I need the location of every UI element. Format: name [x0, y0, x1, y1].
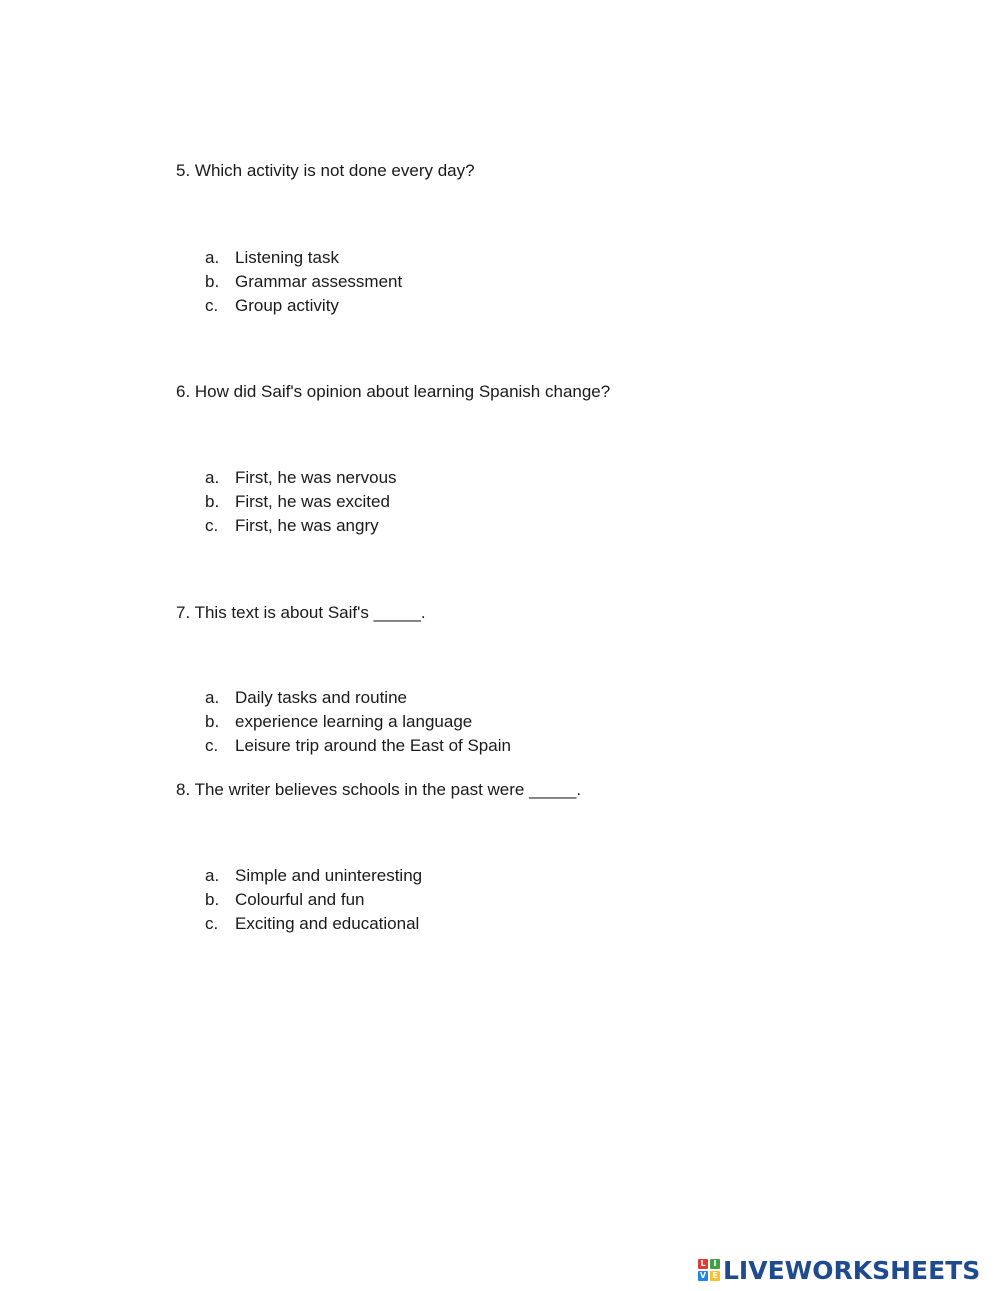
option-text: Grammar assessment [235, 272, 403, 291]
option-item[interactable] [205, 516, 397, 540]
option-text: Simple and uninteresting [235, 866, 423, 885]
logo-block-e: E [710, 1271, 720, 1281]
logo-block-v: V [699, 1271, 707, 1280]
option-item[interactable] [205, 296, 402, 320]
option-text: First, he was angry [235, 516, 379, 535]
logo-block-l: L [698, 1259, 708, 1269]
liveworksheets-logo [698, 1256, 980, 1284]
option-text: Listening task [235, 248, 339, 267]
question-6-text: 6. How did Saif's opinion about learning Spanish change? [176, 382, 611, 401]
option-letter: a. [205, 468, 220, 487]
question-7-options [205, 688, 511, 760]
option-letter: c. [205, 296, 219, 315]
option-letter: b. [205, 712, 220, 731]
question-6-options [205, 468, 397, 540]
option-letter: c. [205, 914, 219, 933]
option-item[interactable] [205, 736, 511, 760]
option-item[interactable] [205, 272, 402, 296]
question-5-options [205, 248, 402, 320]
option-letter: a. [205, 688, 220, 707]
question-8-options [205, 866, 422, 938]
brand-name: LIVEWORKSHEETS [723, 1255, 981, 1285]
question-7-text: 7. This text is about Saif's _____. [176, 603, 426, 622]
option-letter: b. [205, 272, 220, 291]
option-item[interactable] [205, 914, 422, 938]
option-text: First, he was nervous [235, 468, 397, 487]
option-text: Exciting and educational [235, 914, 420, 933]
option-letter: b. [205, 492, 220, 511]
question-8-text: 8. The writer believes schools in the past were _____. [176, 780, 582, 799]
option-text: Group activity [235, 296, 339, 315]
option-letter: a. [205, 248, 220, 267]
question-5-text: 5. Which activity is not done every day? [176, 161, 475, 180]
logo-blocks-icon [698, 1259, 720, 1281]
option-item[interactable] [205, 712, 511, 736]
logo-block-i: I [710, 1259, 720, 1269]
option-item[interactable] [205, 890, 422, 914]
option-letter: b. [205, 890, 220, 909]
option-text: Daily tasks and routine [235, 688, 407, 707]
option-letter: c. [205, 516, 219, 535]
option-text: Colourful and fun [235, 890, 365, 909]
option-text: Leisure trip around the East of Spain [235, 736, 511, 755]
option-item[interactable] [205, 492, 397, 516]
option-letter: a. [205, 866, 220, 885]
option-text: First, he was excited [235, 492, 390, 511]
option-text: experience learning a language [235, 712, 473, 731]
option-item[interactable] [205, 688, 511, 712]
option-item[interactable] [205, 468, 397, 492]
option-letter: c. [205, 736, 219, 755]
option-item[interactable] [205, 248, 402, 272]
option-item[interactable] [205, 866, 422, 890]
